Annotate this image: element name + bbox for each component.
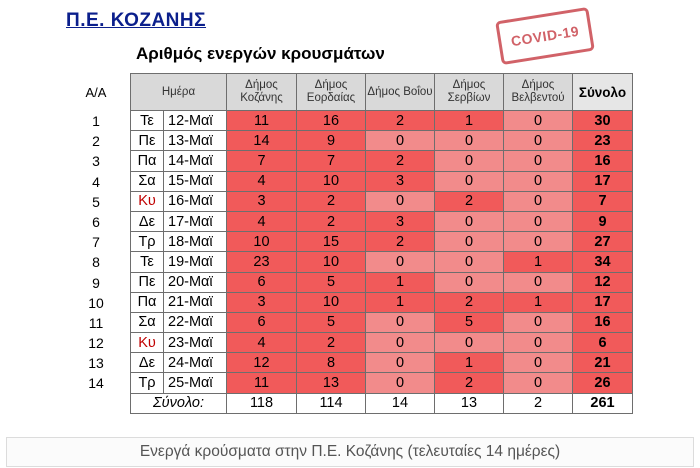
aa-number: 4 — [92, 173, 100, 190]
servia-cell: 1 — [435, 111, 504, 131]
total-cell: 16 — [573, 151, 633, 171]
aa-number: 13 — [88, 355, 104, 372]
voio-cell: 0 — [366, 333, 435, 353]
table-row — [131, 272, 633, 292]
total-eordaia: 114 — [297, 393, 366, 413]
aa-number: 11 — [88, 314, 104, 331]
total-cell: 30 — [573, 111, 633, 131]
voio-cell: 2 — [366, 111, 435, 131]
date-cell: 15-Μαϊ — [164, 171, 227, 191]
caption: Ενεργά κρούσματα στην Π.Ε. Κοζάνης (τελευταίες 14 ημέρες) — [6, 437, 694, 467]
date-cell: 22-Μαϊ — [164, 312, 227, 332]
total-kozani: 118 — [227, 393, 297, 413]
kozani-cell: 4 — [227, 171, 297, 191]
date-cell: 14-Μαϊ — [164, 151, 227, 171]
date-cell: 16-Μαϊ — [164, 191, 227, 211]
aa-column-header: Α/Α — [85, 85, 107, 100]
total-cell: 17 — [573, 171, 633, 191]
date-cell: 25-Μαϊ — [164, 373, 227, 393]
table-row — [131, 151, 633, 171]
velventos-cell: 0 — [504, 353, 573, 373]
velventos-cell: 0 — [504, 373, 573, 393]
velventos-cell: 0 — [504, 171, 573, 191]
voio-cell: 1 — [366, 292, 435, 312]
voio-cell: 1 — [366, 272, 435, 292]
eordaia-cell: 10 — [297, 171, 366, 191]
table-row — [131, 312, 633, 332]
voio-cell: 0 — [366, 252, 435, 272]
col-header-servia: Δήμος Σερβίων — [435, 74, 504, 111]
kozani-cell: 6 — [227, 272, 297, 292]
eordaia-cell: 9 — [297, 131, 366, 151]
table-row — [131, 373, 633, 393]
aa-number: 5 — [92, 193, 100, 210]
table-title: Αριθμός ενεργών κρουσμάτων — [136, 44, 385, 63]
total-cell: 6 — [573, 333, 633, 353]
col-header-voio: Δήμος Βοΐου — [366, 74, 435, 111]
total-cell: 27 — [573, 232, 633, 252]
day-cell: Κυ — [131, 333, 164, 353]
date-cell: 12-Μαϊ — [164, 111, 227, 131]
kozani-cell: 3 — [227, 191, 297, 211]
kozani-cell: 6 — [227, 312, 297, 332]
eordaia-cell: 10 — [297, 292, 366, 312]
totals-row — [131, 393, 633, 413]
day-cell: Τε — [131, 111, 164, 131]
day-cell: Δε — [131, 353, 164, 373]
eordaia-cell: 2 — [297, 333, 366, 353]
date-cell: 23-Μαϊ — [164, 333, 227, 353]
voio-cell: 0 — [366, 373, 435, 393]
voio-cell: 0 — [366, 312, 435, 332]
aa-number: 2 — [92, 133, 100, 150]
date-cell: 21-Μαϊ — [164, 292, 227, 312]
servia-cell: 0 — [435, 131, 504, 151]
servia-cell: 0 — [435, 211, 504, 231]
servia-cell: 2 — [435, 292, 504, 312]
day-cell: Πα — [131, 292, 164, 312]
total-cell: 23 — [573, 131, 633, 151]
day-cell: Κυ — [131, 191, 164, 211]
table-row — [131, 292, 633, 312]
table-row — [131, 252, 633, 272]
totals-label: Σύνολο: — [131, 393, 227, 413]
total-cell: 26 — [573, 373, 633, 393]
table-row — [131, 131, 633, 151]
day-cell: Δε — [131, 211, 164, 231]
total-voio: 14 — [366, 393, 435, 413]
table-row — [131, 191, 633, 211]
date-cell: 18-Μαϊ — [164, 232, 227, 252]
total-cell: 16 — [573, 312, 633, 332]
table-row — [131, 333, 633, 353]
velventos-cell: 0 — [504, 191, 573, 211]
aa-number: 6 — [92, 213, 100, 230]
aa-number: 14 — [88, 375, 104, 392]
covid-stamp: COVID-19 — [495, 7, 595, 65]
voio-cell: 0 — [366, 131, 435, 151]
servia-cell: 0 — [435, 232, 504, 252]
aa-column — [78, 111, 114, 394]
servia-cell: 0 — [435, 333, 504, 353]
kozani-cell: 14 — [227, 131, 297, 151]
date-cell: 13-Μαϊ — [164, 131, 227, 151]
velventos-cell: 1 — [504, 252, 573, 272]
aa-number: 10 — [88, 294, 104, 311]
total-velventos: 2 — [504, 393, 573, 413]
day-cell: Τρ — [131, 373, 164, 393]
total-cell: 7 — [573, 191, 633, 211]
date-cell: 17-Μαϊ — [164, 211, 227, 231]
voio-cell: 0 — [366, 191, 435, 211]
aa-number: 7 — [92, 234, 100, 251]
eordaia-cell: 13 — [297, 373, 366, 393]
eordaia-cell: 16 — [297, 111, 366, 131]
kozani-cell: 3 — [227, 292, 297, 312]
kozani-cell: 11 — [227, 373, 297, 393]
velventos-cell: 0 — [504, 151, 573, 171]
kozani-cell: 11 — [227, 111, 297, 131]
servia-cell: 2 — [435, 373, 504, 393]
velventos-cell: 0 — [504, 131, 573, 151]
kozani-cell: 4 — [227, 211, 297, 231]
voio-cell: 3 — [366, 211, 435, 231]
servia-cell: 0 — [435, 252, 504, 272]
voio-cell: 0 — [366, 353, 435, 373]
day-cell: Τε — [131, 252, 164, 272]
eordaia-cell: 5 — [297, 272, 366, 292]
kozani-cell: 10 — [227, 232, 297, 252]
col-header-day: Ημέρα — [131, 74, 227, 111]
total-cell: 34 — [573, 252, 633, 272]
velventos-cell: 0 — [504, 211, 573, 231]
total-cell: 12 — [573, 272, 633, 292]
velventos-cell: 0 — [504, 232, 573, 252]
servia-cell: 5 — [435, 312, 504, 332]
table-row — [131, 353, 633, 373]
table-row — [131, 171, 633, 191]
col-header-eordaia: Δήμος Εορδαίας — [297, 74, 366, 111]
page-header: Π.Ε. ΚΟΖΑΝΗΣ — [66, 10, 207, 31]
eordaia-cell: 15 — [297, 232, 366, 252]
voio-cell: 2 — [366, 151, 435, 171]
col-header-velventos: Δήμος Βελβεντού — [504, 74, 573, 111]
day-cell: Τρ — [131, 232, 164, 252]
total-servia: 13 — [435, 393, 504, 413]
voio-cell: 3 — [366, 171, 435, 191]
aa-number: 12 — [88, 335, 104, 352]
voio-cell: 2 — [366, 232, 435, 252]
eordaia-cell: 2 — [297, 211, 366, 231]
col-header-kozani: Δήμος Κοζάνης — [227, 74, 297, 111]
velventos-cell: 1 — [504, 292, 573, 312]
grand-total: 261 — [573, 393, 633, 413]
day-cell: Πα — [131, 151, 164, 171]
table-row — [131, 111, 633, 131]
aa-number: 3 — [92, 153, 100, 170]
total-cell: 21 — [573, 353, 633, 373]
date-cell: 19-Μαϊ — [164, 252, 227, 272]
servia-cell: 0 — [435, 171, 504, 191]
servia-cell: 1 — [435, 353, 504, 373]
day-cell: Σα — [131, 171, 164, 191]
aa-number: 9 — [92, 274, 100, 291]
kozani-cell: 12 — [227, 353, 297, 373]
kozani-cell: 23 — [227, 252, 297, 272]
kozani-cell: 7 — [227, 151, 297, 171]
aa-number: 8 — [92, 254, 100, 271]
total-cell: 17 — [573, 292, 633, 312]
kozani-cell: 4 — [227, 333, 297, 353]
servia-cell: 0 — [435, 151, 504, 171]
col-header-total: Σύνολο — [573, 74, 633, 111]
aa-number: 1 — [92, 113, 100, 129]
eordaia-cell: 10 — [297, 252, 366, 272]
eordaia-cell: 2 — [297, 191, 366, 211]
day-cell: Πε — [131, 131, 164, 151]
eordaia-cell: 8 — [297, 353, 366, 373]
day-cell: Πε — [131, 272, 164, 292]
table-header-row — [131, 74, 633, 111]
velventos-cell: 0 — [504, 312, 573, 332]
table-row — [131, 232, 633, 252]
velventos-cell: 0 — [504, 272, 573, 292]
date-cell: 20-Μαϊ — [164, 272, 227, 292]
day-cell: Σα — [131, 312, 164, 332]
date-cell: 24-Μαϊ — [164, 353, 227, 373]
total-cell: 9 — [573, 211, 633, 231]
servia-cell: 2 — [435, 191, 504, 211]
cases-table — [130, 73, 633, 414]
servia-cell: 0 — [435, 272, 504, 292]
velventos-cell: 0 — [504, 111, 573, 131]
table-row — [131, 211, 633, 231]
velventos-cell: 0 — [504, 333, 573, 353]
eordaia-cell: 5 — [297, 312, 366, 332]
eordaia-cell: 7 — [297, 151, 366, 171]
